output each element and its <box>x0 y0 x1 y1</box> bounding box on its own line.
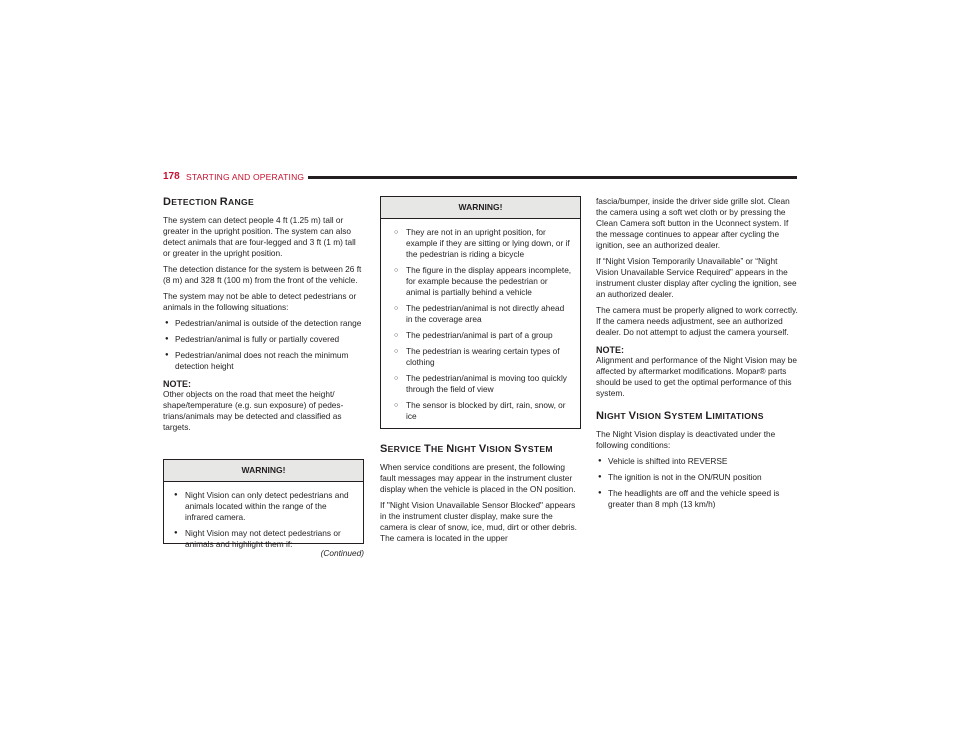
paragraph: The detection distance for the system is between 26 ft (8 m) and 328 ft (100 m) from the front of the vehicle. <box>163 264 362 285</box>
warning-box-continued <box>380 196 581 429</box>
note-label: NOTE: <box>163 379 191 389</box>
list-item: ● The ignition is not in the ON/RUN position <box>596 472 799 483</box>
paragraph: fascia/bumper, inside the driver side grille slot. Clean the camera using a soft wet cloth or by pressing the Clean Camera soft button in the Uconnect system. If the message continues to appear after cycling the ignition, see an authorized dealer. <box>596 196 790 250</box>
list-item: ● Night Vision can only detect pedestrians and animals located within the range of the infrared camera. <box>172 490 355 523</box>
warning-heading: WARNING! <box>381 197 580 219</box>
warning-heading: WARNING! <box>164 460 363 482</box>
warning-conditions-list <box>389 227 572 422</box>
note-text: Alignment and performance of the Night Vision may be affected by aftermarket modifications. Mopar® parts should be used to get the optimal performance of this system. <box>596 355 797 398</box>
paragraph: The system may not be able to detect pedestrians or animals in the following situations: <box>163 291 357 312</box>
list-item: ○ The pedestrian/animal is moving too quickly through the field of view <box>389 373 572 395</box>
limitations-heading: NIGHT VISION SYSTEM LIMITATIONS <box>596 410 764 422</box>
column-1 <box>163 195 364 558</box>
list-item: ○ The figure in the display appears incomplete, for example because the pedestrian or animal is partially behind a vehicle <box>389 265 572 298</box>
column-2 <box>380 196 581 549</box>
header-rule <box>308 176 797 179</box>
page-header <box>163 171 797 185</box>
paragraph: When service conditions are present, the following fault messages may appear in the instrument cluster display when the vehicle is placed in the ON position. <box>380 462 576 494</box>
list-item: ○ The pedestrian/animal is not directly ahead in the coverage area <box>389 303 572 325</box>
paragraph: The system can detect people 4 ft (1.25 m) tall or greater in the upright position. The system can also detect animals that are four-legged and 3 ft (1 m) tall or greater in the upright position. <box>163 215 356 258</box>
paragraph: The Night Vision display is deactivated under the following conditions: <box>596 429 776 450</box>
list-item: ● Night Vision may not detect pedestrians or animals and highlight them if: <box>172 528 355 550</box>
service-heading: SERVICE THE NIGHT VISION SYSTEM <box>380 443 553 455</box>
detection-range-heading: DETECTION RANGE <box>163 196 255 208</box>
list-item: ● Pedestrian/animal is outside of the detection range <box>163 318 364 329</box>
paragraph: If "Night Vision Unavailable Sensor Blocked" appears in the instrument cluster display, make sure the camera is clear of snow, ice, mud, dirt or other debris. The camera is located in the upper <box>380 500 577 543</box>
list-item: ● Vehicle is shifted into REVERSE <box>596 456 799 467</box>
list-item: ○ They are not in an upright position, for example if they are sitting or lying down, or if the pedestrian is riding a bicycle <box>389 227 572 260</box>
continued-label: (Continued) <box>320 548 364 558</box>
list-item: ○ The pedestrian is wearing certain types of clothing <box>389 346 572 368</box>
list-item: ● Pedestrian/animal is fully or partially covered <box>163 334 364 345</box>
deactivation-list <box>596 456 799 510</box>
note-label: NOTE: <box>596 345 624 355</box>
section-title: STARTING AND OPERATING <box>186 171 305 182</box>
list-item: ● Pedestrian/animal does not reach the minimum detection height <box>163 350 364 372</box>
paragraph: The camera must be properly aligned to work correctly. If the camera needs adjustment, see an authorized dealer. Do not attempt to adjust the camera yourself. <box>596 305 798 337</box>
warning-list <box>172 490 355 550</box>
column-3 <box>596 196 799 515</box>
paragraph: If “Night Vision Temporarily Unavailable” or “Night Vision Unavailable Service Required” appears in the instrument cluster display after cycling the ignition, see an authorized dealer. <box>596 256 797 299</box>
note-text: Other objects on the road that meet the height/ shape/temperature (e.g. sun exposure) of pedestrians/animals may be detected and classified as targets. <box>163 389 344 432</box>
situations-list <box>163 318 364 372</box>
warning-box <box>163 459 364 549</box>
list-item: ○ The sensor is blocked by dirt, rain, snow, or ice <box>389 400 572 422</box>
list-item: ○ The pedestrian/animal is part of a group <box>389 330 572 341</box>
page-number: 178 <box>163 171 180 182</box>
list-item: ● The headlights are off and the vehicle speed is greater than 8 mph (13 km/h) <box>596 488 799 510</box>
